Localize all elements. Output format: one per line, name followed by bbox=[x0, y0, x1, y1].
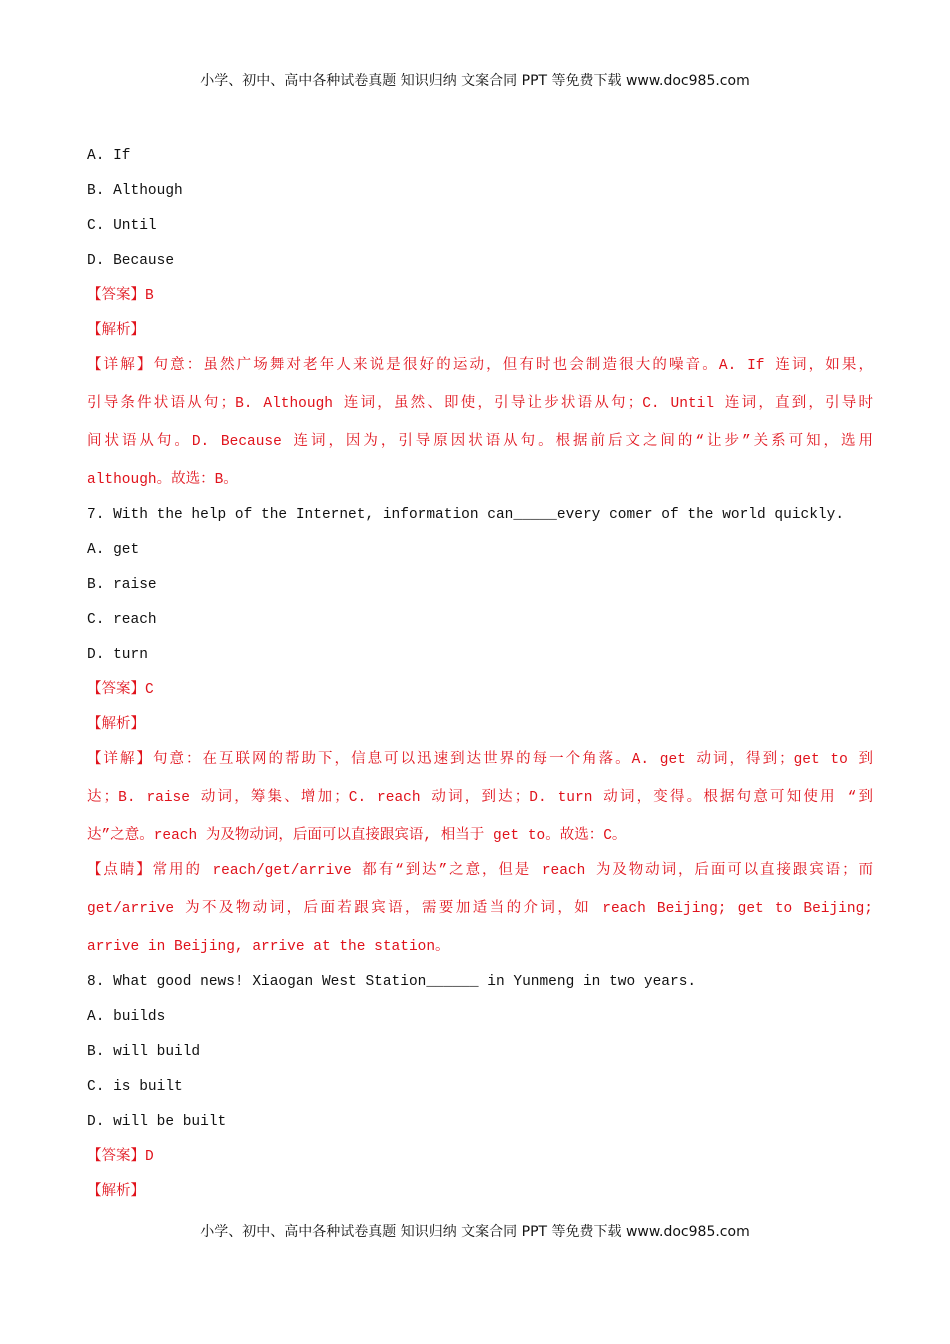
page-footer: 小学、初中、高中各种试卷真题 知识归纳 文案合同 PPT 等免费下载 www.doc985.com bbox=[200, 1224, 750, 1240]
option-b: B. raise bbox=[87, 577, 157, 593]
option-d: D. turn bbox=[87, 647, 148, 663]
analysis-heading: 【解析】 bbox=[87, 1184, 145, 1200]
detail-line: 【详解】句意：虽然广场舞对老年人来说是很好的运动，但有时也会制造很大的噪音。A. If 连词，如果， bbox=[87, 358, 873, 374]
detail-line: although。故选：B。 bbox=[87, 472, 238, 488]
detail-line: 达”之意。reach 为及物动词，后面可以直接跟宾语, 相当于 get to。故选：C。 bbox=[87, 828, 627, 844]
option-c: C. is built bbox=[87, 1079, 183, 1095]
option-d: D. Because bbox=[87, 253, 175, 269]
detail-line: 间状语从句。D. Because 连词，因为，引导原因状语从句。根据前后文之间的“让步”关系可知，选用 bbox=[87, 434, 873, 450]
answer: 【答案】B bbox=[87, 288, 154, 304]
option-a: A. get bbox=[87, 542, 140, 558]
answer: 【答案】D bbox=[87, 1149, 154, 1165]
analysis-heading: 【解析】 bbox=[87, 323, 145, 339]
tip-line: arrive in Beijing, arrive at the station。 bbox=[87, 939, 450, 955]
answer: 【答案】C bbox=[87, 682, 154, 698]
question-text: 7. With the help of the Internet, information can_____every comer of the world quickly. bbox=[87, 507, 845, 523]
option-b: B. Although bbox=[87, 183, 183, 199]
detail-line: 引导条件状语从句；B. Although 连词，虽然、即使，引导让步状语从句；C. Until 连词，直到，引导时 bbox=[87, 396, 873, 412]
option-d: D. will be built bbox=[87, 1114, 227, 1130]
detail-line: 达；B. raise 动词，筹集、增加；C. reach 动词，到达；D. turn 动词，变得。根据句意可知使用 “到 bbox=[87, 790, 873, 806]
option-b: B. will build bbox=[87, 1044, 201, 1060]
tip-line: 【点睛】常用的 reach/get/arrive 都有“到达”之意，但是 reach 为及物动词，后面可以直接跟宾语；而 bbox=[87, 863, 873, 879]
option-c: C. reach bbox=[87, 612, 157, 628]
detail-line: 【详解】句意：在互联网的帮助下，信息可以迅速到达世界的每一个角落。A. get 动词，得到；get to 到 bbox=[87, 752, 873, 768]
option-a: A. builds bbox=[87, 1009, 166, 1025]
analysis-heading: 【解析】 bbox=[87, 717, 145, 733]
page-header: 小学、初中、高中各种试卷真题 知识归纳 文案合同 PPT 等免费下载 www.doc985.com bbox=[200, 73, 750, 89]
tip-line: get/arrive 为不及物动词，后面若跟宾语，需要加适当的介词，如 reach Beijing; get to Beijing; bbox=[87, 901, 873, 917]
question-text: 8. What good news! Xiaogan West Station______ in Yunmeng in two years. bbox=[87, 974, 697, 990]
option-c: C. Until bbox=[87, 218, 157, 234]
option-a: A. If bbox=[87, 148, 131, 164]
